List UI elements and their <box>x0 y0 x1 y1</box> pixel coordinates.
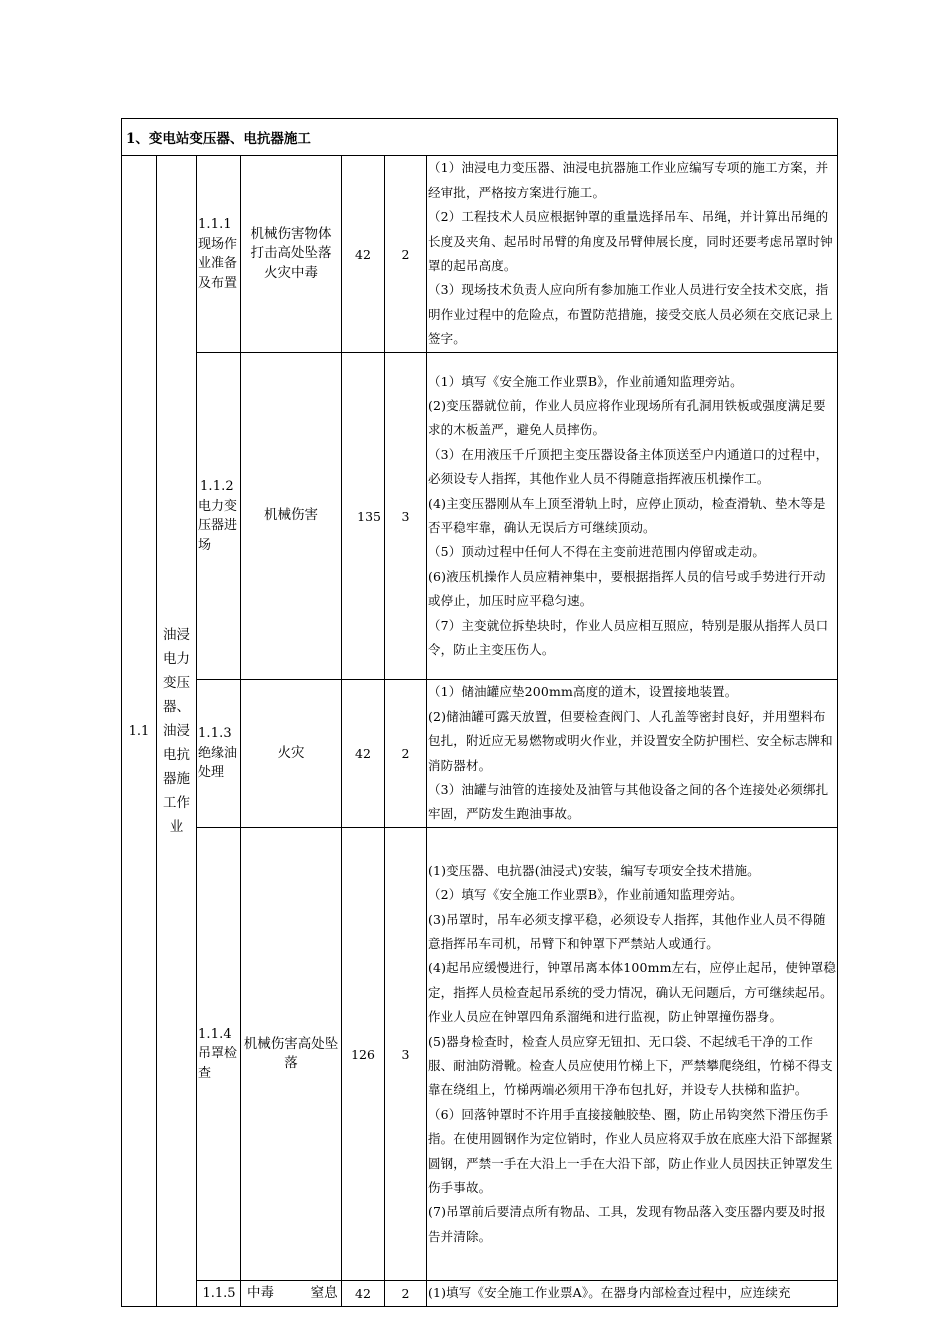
risk-level: 3 <box>385 353 427 680</box>
measures-cell <box>427 828 838 1281</box>
risk-type-cell <box>241 1281 342 1307</box>
measure-item: （1）填写《安全施工作业票B》，作业前通知监理旁站。 <box>428 373 743 389</box>
item-name-cell <box>197 353 241 680</box>
risk-type: 机械伤害物体打击高处坠落火灾中毒 <box>241 156 342 353</box>
item-code: 1.1.3 <box>198 726 232 742</box>
measure-item: （7）主变就位拆垫块时，作业人员应相互照应，特别是服从指挥人员口令，防止主变压伤人。 <box>428 617 829 658</box>
risk-level: 2 <box>385 156 427 353</box>
item-code: 1.1.4 <box>198 1026 232 1042</box>
measure-item: (2)储油罐可露天放置，但要检查阀门、人孔盖等密封良好，并用塑料布包扎，附近应无易燃物或明火作业，并设置安全防护围栏、安全标志牌和消防器材。 <box>428 708 833 773</box>
item-code: 1.1.5 <box>197 1281 241 1307</box>
measures-cell <box>427 1281 838 1307</box>
item-name-cell <box>197 156 241 353</box>
measures-cell <box>427 156 838 353</box>
section-title: 1、变电站变压器、电抗器施工 <box>122 119 838 156</box>
risk-level: 2 <box>385 1281 427 1307</box>
item-name: 绝缘油处理 <box>198 745 238 781</box>
level1-code: 1.1 <box>122 156 157 1307</box>
risk-score: 42 <box>342 156 385 353</box>
measure-item: （3）在用液压千斤顶把主变压器设备主体顶送至户内通道口的过程中，必须设专人指挥，其他作业人员不得随意指挥液压机操作工。 <box>428 446 829 487</box>
item-name-cell <box>197 680 241 828</box>
item-code: 1.1.1 <box>198 217 232 232</box>
measures-cell <box>427 353 838 680</box>
measure-item: (3)吊罩时，吊车必须支撑平稳，必须设专人指挥，其他作业人员不得随意指挥吊车司机，吊臂下和钟罩下严禁站人或通行。 <box>428 911 826 951</box>
risk-level: 3 <box>385 828 427 1281</box>
risk-type: 机械伤害 <box>241 353 342 680</box>
risk-type: 机械伤害高处坠落 <box>241 828 342 1281</box>
measure-item: (7)吊罩前后要清点所有物品、工具，发现有物品落入变压器内要及时报告并清除。 <box>428 1204 826 1244</box>
measure-item: (4)起吊应缓慢进行，钟罩吊离本体100mm左右，应停止起吊，使钟罩稳定，指挥人员检查起吊系统的受力情况，确认无问题后，方可继续起吊。作业人员应在钟罩四角系溜绳和进行监视，防止钟罩撞伤器身。 <box>428 960 837 1025</box>
measure-item: (1)填写《安全施工作业票A》。在器身内部检查过程中，应连续充 <box>428 1285 791 1301</box>
risk-type: 窒息 <box>310 1284 338 1301</box>
measure-item: （1）储油罐应垫200mm高度的道木，设置接地装置。 <box>428 684 738 700</box>
risk-score: 42 <box>342 1281 385 1307</box>
measure-item: （5）顶动过程中任何人不得在主变前进范围内停留或走动。 <box>428 544 766 560</box>
table-row <box>122 1281 838 1307</box>
table-row <box>122 353 838 680</box>
measure-item: （1）油浸电力变压器、油浸电抗器施工作业应编写专项的施工方案，并经审批，严格按方案进行施工。 <box>428 160 829 200</box>
measure-item: (6)液压机操作人员应精神集中，要根据指挥人员的信号或手势进行开动或停止，加压时应平稳匀速。 <box>428 568 826 609</box>
level1-name: 油浸电力变压器、油浸电抗器施工作业 <box>157 156 197 1307</box>
item-name: 电力变压器进场 <box>198 498 238 553</box>
risk-score: 135 <box>342 353 385 680</box>
measure-item: (2)变压器就位前，作业人员应将作业现场所有孔洞用铁板或强度满足要求的木板盖严，避免人员摔伤。 <box>428 397 826 438</box>
measure-item: (5)器身检查时，检查人员应穿无钮扣、无口袋、不起绒毛干净的工作服、耐油防滑靴。检查人员应使用竹梯上下，严禁攀爬绕组，竹梯不得支靠在绕组上，竹梯两端必须用干净布包扎好，并设专人扶梯和监护。 <box>428 1033 833 1098</box>
measure-item: （6）回落钟罩时不许用手直接接触胶垫、圈，防止吊钩突然下滑压伤手指。在使用圆钢作为定位销时，作业人员应将双手放在底座大沿下部握紧圆钢，严禁一手在大沿上一手在大沿下部，防止作业人员因扶正钟罩发生伤手事故。 <box>428 1106 833 1196</box>
measure-item: (1)变压器、电抗器(油浸式)安装，编写专项安全技术措施。 <box>428 862 760 878</box>
section-header-row <box>122 119 838 156</box>
risk-level: 2 <box>385 680 427 828</box>
measure-item: （3）现场技术负责人应向所有参加施工作业人员进行安全技术交底，指明作业过程中的危险点，布置防范措施，接受交底人员必须在交底记录上签字。 <box>428 282 833 347</box>
item-name: 吊罩检查 <box>198 1046 238 1081</box>
item-name-cell <box>197 828 241 1281</box>
measure-item: （3）油罐与油管的连接处及油管与其他设备之间的各个连接处必须绑扎牢固，严防发生跑油事故。 <box>428 781 829 822</box>
table-row <box>122 680 838 828</box>
risk-type: 中毒 <box>247 1284 274 1301</box>
risk-score: 42 <box>342 680 385 828</box>
risk-score: 126 <box>342 828 385 1281</box>
table-row <box>122 156 838 353</box>
measures-cell <box>427 680 838 828</box>
item-code: 1.1.2 <box>200 479 234 494</box>
measure-item: （2）工程技术人员应根据钟罩的重量选择吊车、吊绳，并计算出吊绳的长度及夹角、起吊时吊臂的角度及吊臂伸展长度，同时还要考虑吊罩时钟罩的起吊高度。 <box>428 209 833 273</box>
measure-item: （2）填写《安全施工作业票B》，作业前通知监理旁站。 <box>428 887 743 903</box>
risk-assessment-table <box>121 118 838 1307</box>
measure-item: (4)主变压器刚从车上顶至滑轨上时，应停止顶动，检查滑轨、垫木等是否平稳牢靠，确认无误后方可继续顶动。 <box>428 495 826 535</box>
risk-type: 火灾 <box>241 680 342 828</box>
item-name: 现场作业准备及布置 <box>198 236 238 291</box>
table-row <box>122 828 838 1281</box>
